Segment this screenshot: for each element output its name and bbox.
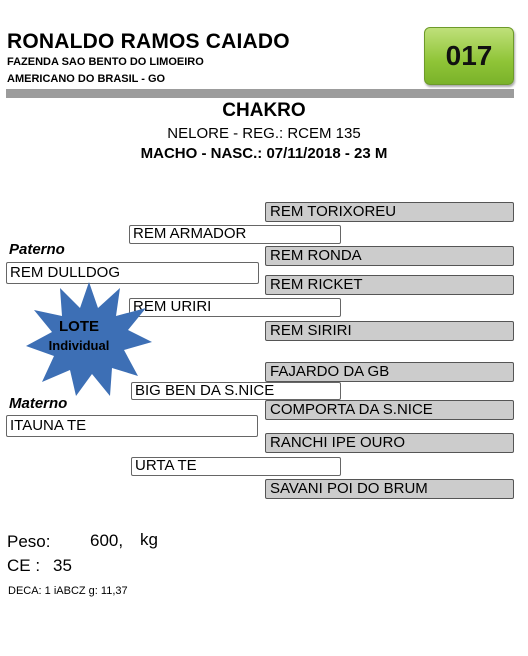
- ce-value: 35: [53, 556, 72, 575]
- owner-name: RONALDO RAMOS CAIADO: [7, 30, 290, 53]
- maternal-granddam: URTA TE: [131, 457, 341, 476]
- great-grandparent-6: COMPORTA DA S.NICE: [265, 400, 514, 420]
- great-grandparent-1: REM TORIXOREU: [265, 202, 514, 222]
- great-grandparent-3: REM RICKET: [265, 275, 514, 295]
- lot-type-label: Individual: [48, 338, 110, 353]
- deca-iabcz-line: DECA: 1 iABCZ g: 11,37: [8, 585, 128, 597]
- great-grandparent-4: REM SIRIRI: [265, 321, 514, 341]
- maternal-label: Materno: [9, 395, 68, 412]
- paternal-label: Paterno: [9, 241, 65, 258]
- paternal-granddam: REM URIRI: [129, 298, 341, 317]
- lot-number-badge: 017: [424, 27, 514, 85]
- header-divider: [6, 89, 514, 98]
- lot-label: LOTE: [59, 318, 99, 335]
- animal-name: CHAKRO: [222, 100, 306, 121]
- dam: ITAUNA TE: [6, 415, 258, 437]
- maternal-grandsire: BIG BEN DA S.NICE: [131, 382, 341, 400]
- breed-registration: NELORE - REG.: RCEM 135: [167, 125, 361, 142]
- paternal-grandsire: REM ARMADOR: [129, 225, 341, 244]
- great-grandparent-7: RANCHI IPE OURO: [265, 433, 514, 453]
- sex-birth-date: MACHO - NASC.: 07/11/2018 - 23 M: [140, 145, 388, 162]
- great-grandparent-2: REM RONDA: [265, 246, 514, 266]
- weight-value: 600,: [90, 531, 124, 550]
- weight-label: Peso:: [7, 532, 51, 551]
- weight-unit: kg: [140, 530, 158, 549]
- sire: REM DULLDOG: [6, 262, 259, 284]
- ce-label: CE :: [7, 556, 41, 575]
- great-grandparent-8: SAVANI POI DO BRUM: [265, 479, 514, 499]
- great-grandparent-5: FAJARDO DA GB: [265, 362, 514, 382]
- farm-name: FAZENDA SAO BENTO DO LIMOEIRO: [7, 56, 204, 68]
- farm-location: AMERICANO DO BRASIL - GO: [7, 73, 166, 85]
